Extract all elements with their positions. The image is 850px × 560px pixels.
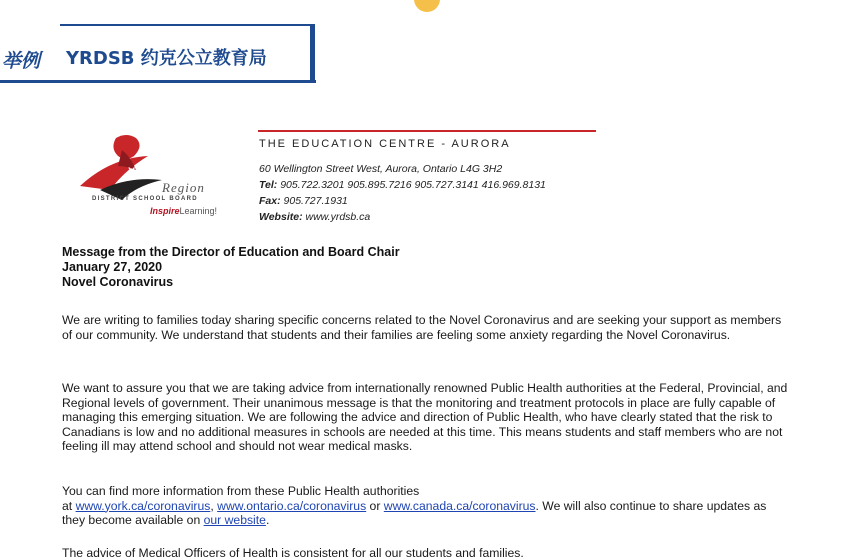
letterhead-rule xyxy=(258,130,596,132)
fax-line: Fax: 905.727.1931 xyxy=(259,195,348,207)
paragraph-4-partial: The advice of Medical Officers of Health is consistent for all our students and families. xyxy=(62,546,524,560)
paragraph-3-at: at xyxy=(62,498,76,513)
tag-underline xyxy=(0,80,316,83)
logo-tagline: InspireLearning! xyxy=(150,206,218,216)
paragraph-2: We want to assure you that we are taking advice from internationally renowned Public Health authorities at the Federal, Provincial, and Regional levels of government. Their unanimous message is that the monitoring and treatment protocols in place are fully capable of managing this emerging situation. We are following the advice and direction of Public Health, who have clearly stated that the risk to Canadians is low and no additional measures in schools are needed at this time. This means students and staff members who are not feeling ill may attend school and should not wear medical masks. xyxy=(62,381,788,453)
york-coronavirus-link[interactable]: www.york.ca/coronavirus xyxy=(75,498,211,513)
our-website-link[interactable]: our website xyxy=(203,513,266,527)
paragraph-3 xyxy=(62,484,792,528)
tag-border-right xyxy=(312,24,315,83)
paragraph-3-rest: . We will also continue to share updates as they become available on xyxy=(62,498,767,527)
letter-heading xyxy=(62,245,400,290)
logo-board-text: DISTRICT SCHOOL BOARD xyxy=(92,196,198,202)
logo-region-text: Region xyxy=(162,180,205,195)
education-centre-title: THE EDUCATION CENTRE - AURORA xyxy=(259,138,511,150)
heading-date: January 27, 2020 xyxy=(62,260,163,274)
heading-subject: Novel Coronavirus xyxy=(62,275,174,289)
separator: , xyxy=(210,498,218,513)
paragraph-3-intro: You can find more information from these Public Health authorities xyxy=(62,484,420,498)
heading-line-1: Message from the Director of Education and Board Chair xyxy=(62,245,400,259)
or-text: or xyxy=(366,498,384,513)
tag-title: YRDSB 约克公立教育局 xyxy=(66,48,267,69)
paragraph-1: We are writing to families today sharing specific concerns related to the Novel Coronavirus and are seeking your support as members of our community. We understand that students and their families are feeling some anxiety regarding the Novel Coronavirus. xyxy=(62,313,782,342)
logo-york-text: York xyxy=(128,166,152,178)
example-label: 举例 xyxy=(2,50,41,72)
paragraph-3-end: . xyxy=(265,513,270,527)
canada-coronavirus-link[interactable]: www.canada.ca/coronavirus xyxy=(383,498,536,513)
ontario-coronavirus-link[interactable]: www.ontario.ca/coronavirus xyxy=(217,498,367,513)
telephone-line: Tel: 905.722.3201 905.895.7216 905.727.3141 416.969.8131 xyxy=(259,179,546,191)
decorative-circle xyxy=(414,0,440,12)
website-line: Website: www.yrdsb.ca xyxy=(259,211,371,223)
address-line: 60 Wellington Street West, Aurora, Ontario L4G 3H2 xyxy=(259,163,503,175)
